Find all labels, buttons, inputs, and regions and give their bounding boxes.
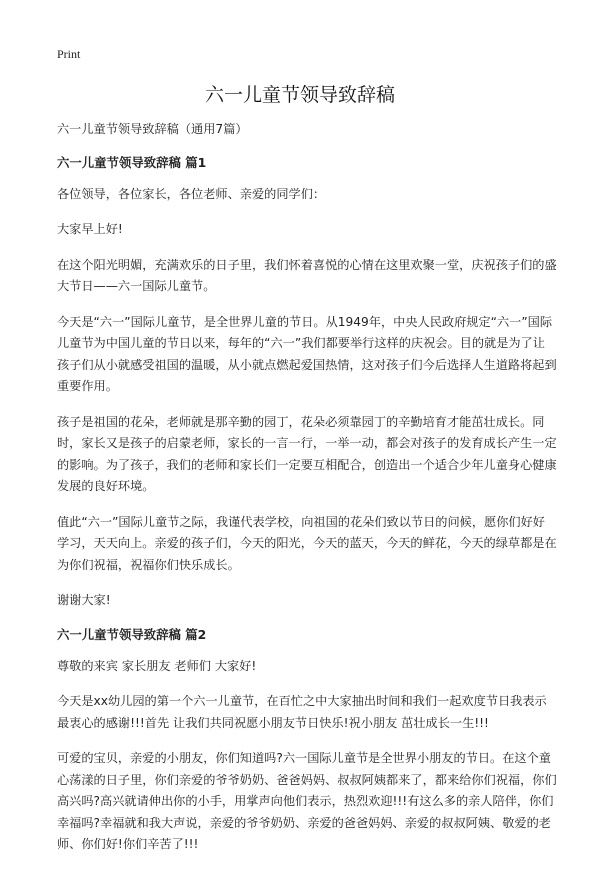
paragraph: 大家早上好! — [57, 222, 123, 236]
paragraph: 今天是“六一”国际儿童节，是全世界儿童的节日。从1949年，中央人民政府规定“六一”国际儿童节为中国儿童的节日以来，每年的“六一”我们都要举行这样的庆祝会。目的就是为了让孩子们从小就感受祖国的温暖，从小就点燃起爱国热情，这对孩子们今后选择人生道路将起到重要作用。 — [57, 314, 557, 393]
paragraph: 尊敬的来宾 家长朋友 老师们 大家好! — [57, 658, 257, 673]
print-link[interactable]: Print — [57, 47, 81, 61]
paragraph: 谢谢大家! — [57, 593, 111, 607]
paragraph: 可爱的宝贝，亲爱的小朋友，你们知道吗?六一国际儿童节是全世界小朋友的节日。在这个童心荡漾的日子里，你们亲爱的爷爷奶奶、爸爸妈妈、叔叔阿姨都来了，都来给你们祝福，你们高兴吗?高兴就请伸出你的小手，用掌声向他们表示，热烈欢迎!!!有这么多的亲人陪伴，你们幸福吗?幸福就和我大声说，亲爱的爷爷奶奶、亲爱的爸爸妈妈、亲爱的叔叔阿姨、敬爱的老师、你们好!你们辛苦了!!! — [57, 751, 557, 851]
document-body — [57, 119, 557, 870]
paragraph: 孩子是祖国的花朵，老师就是那辛勤的园丁，花朵必须靠园丁的辛勤培育才能茁壮成长。同时，家长又是孩子的启蒙老师，家长的一言一行，一举一动，都会对孩子的发育成长产生一定的影响。为了孩子，我们的老师和家长们一定要互相配合，创造出一个适合少年儿童身心健康发展的良好环境。 — [57, 414, 557, 493]
paragraph: 今天是xx幼儿园的第一个六一儿童节，在百忙之中大家抽出时间和我们一起欢度节日我表示最衷心的感谢!!!首先 让我们共同祝愿小朋友节日快乐!祝小朋友 茁壮成长一生!!! — [57, 694, 547, 730]
paragraph: 在这个阳光明媚，充满欢乐的日子里，我们怀着喜悦的心情在这里欢聚一堂，庆祝孩子们的盛大节日——六一国际儿童节。 — [57, 257, 557, 293]
document-subtitle: 六一儿童节领导致辞稿（通用7篇） — [57, 122, 248, 136]
section-heading-1: 六一儿童节领导致辞稿 篇1 — [57, 154, 207, 170]
page-title: 六一儿童节领导致辞稿 — [204, 84, 395, 106]
paragraph: 值此“六一”国际儿童节之际，我谨代表学校，向祖国的花朵们致以节日的问候，愿你们好好学习，天天向上。亲爱的孩子们，今天的阳光，今天的蓝天，今天的鲜花，今天的绿草都是在为你们祝福，祝福你们快乐成长。 — [57, 514, 557, 572]
paragraph: 各位领导，各位家长，各位老师、亲爱的同学们： — [57, 186, 326, 201]
section-heading-2: 六一儿童节领导致辞稿 篇2 — [57, 626, 207, 642]
